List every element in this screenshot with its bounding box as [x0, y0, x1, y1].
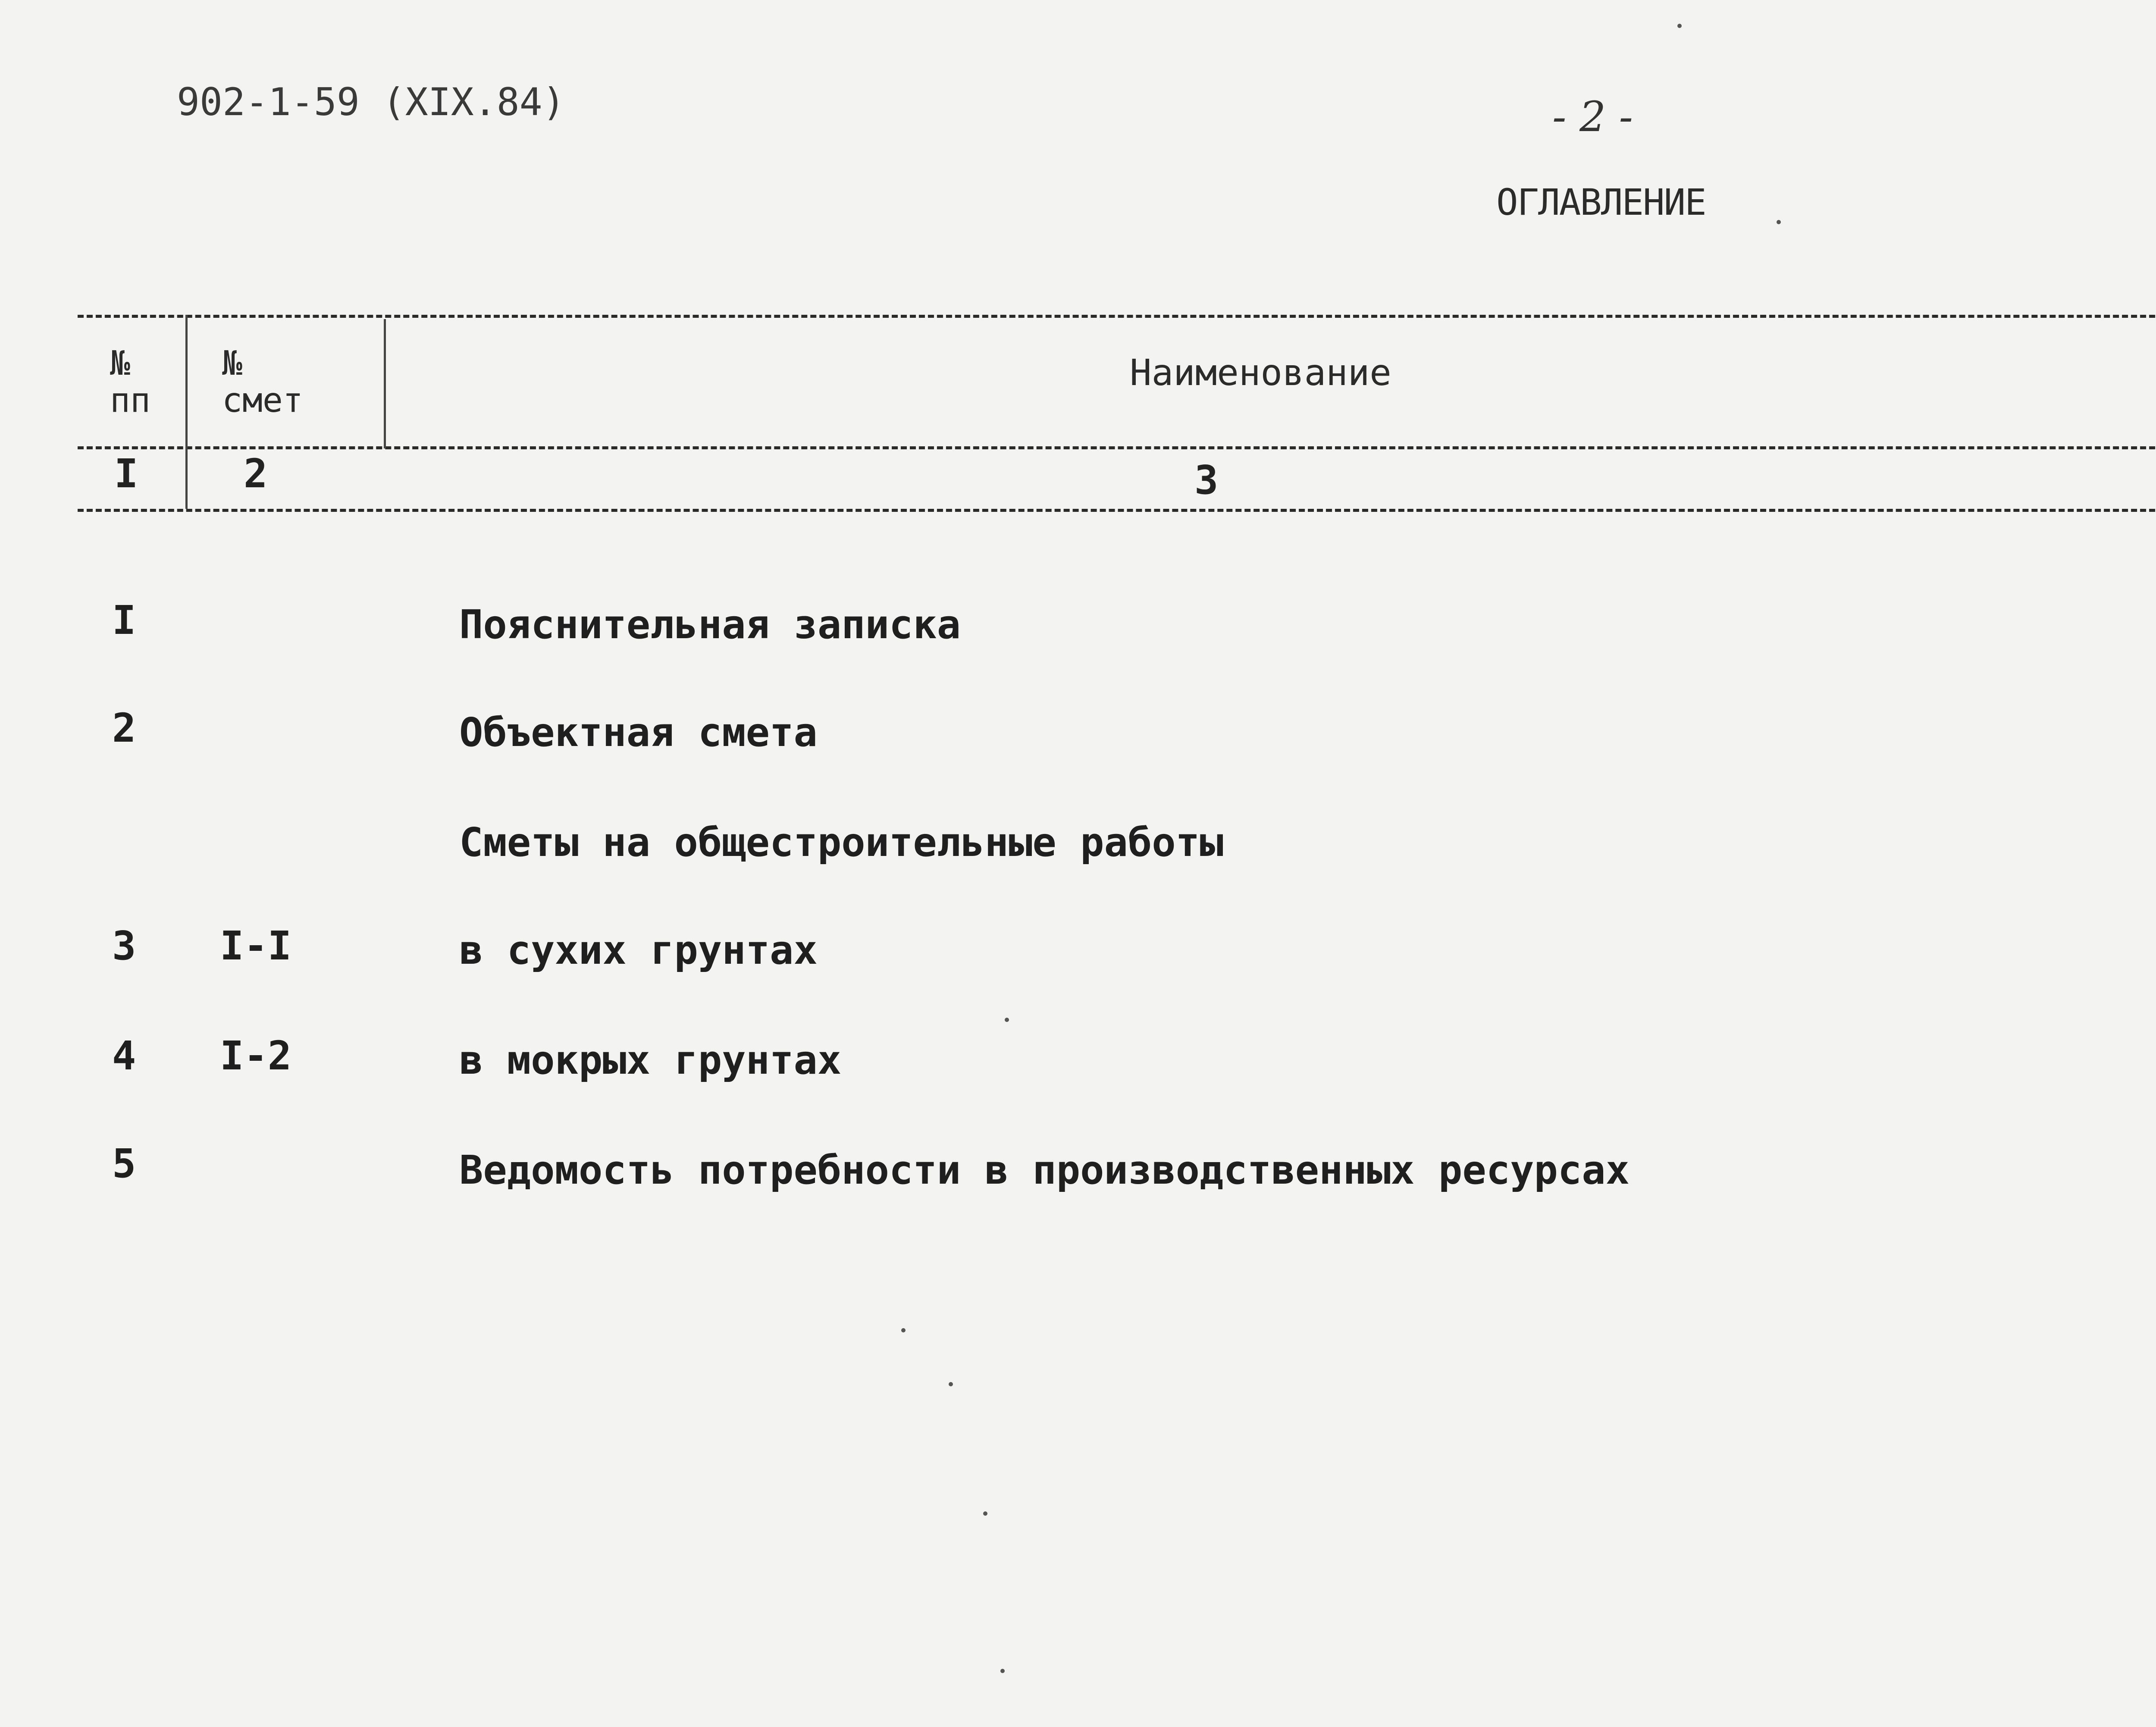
column-divider	[384, 319, 386, 448]
table-bottom-rule	[78, 509, 2156, 512]
row-number: I	[112, 597, 136, 643]
entry-name: Объектная смета	[459, 709, 818, 755]
estimate-number: I-2	[220, 1033, 292, 1079]
column-divider	[185, 315, 188, 509]
page-title: ОГЛАВЛЕНИЕ	[1496, 181, 1706, 223]
column-header-line: пп	[110, 381, 150, 420]
row-number: 5	[112, 1141, 136, 1187]
row-number: 4	[112, 1033, 136, 1079]
column-number: 3	[1194, 457, 1219, 503]
estimate-number: I-I	[220, 923, 292, 969]
column-header-name: Наименование	[1130, 351, 1391, 394]
column-header-line: смет	[222, 381, 303, 420]
section-heading: Сметы на общестроительные работы	[459, 819, 1224, 865]
row-number: 2	[112, 705, 136, 751]
column-header-row-number	[110, 345, 150, 419]
entry-name: в сухих грунтах	[459, 927, 818, 973]
scan-speck	[983, 1511, 987, 1516]
column-number: I	[114, 451, 138, 497]
scan-speck	[949, 1382, 953, 1386]
column-header-line: №	[222, 344, 242, 383]
scan-speck	[901, 1328, 906, 1332]
table-top-rule	[78, 315, 2156, 318]
column-header-line: №	[110, 344, 130, 383]
scan-speck	[1677, 24, 1682, 28]
entry-name: Ведомость потребности в производственных ресурсах	[459, 1147, 1630, 1193]
row-number: 3	[112, 923, 136, 969]
page-number: - 2 -	[1552, 93, 1633, 141]
scan-speck	[1005, 1018, 1009, 1022]
document-code: 902-1-59 (XIX.84)	[177, 80, 565, 124]
scan-speck	[1000, 1669, 1005, 1673]
entry-name: в мокрых грунтах	[459, 1037, 842, 1083]
column-header-estimate-number	[222, 345, 303, 419]
table-header-rule	[78, 446, 2156, 449]
column-number: 2	[244, 451, 268, 497]
scan-speck	[1777, 220, 1781, 224]
entry-name: Пояснительная записка	[459, 602, 961, 648]
